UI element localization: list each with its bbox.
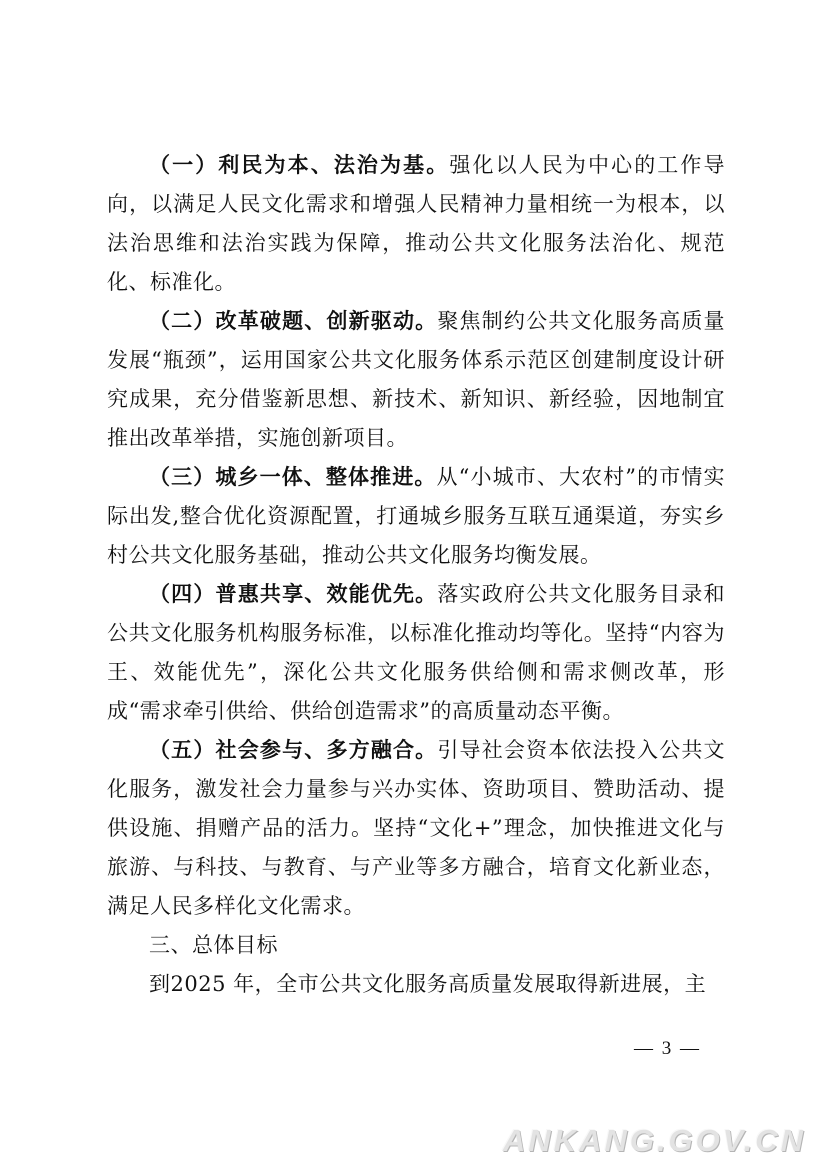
principle-paragraph-4 <box>107 575 725 731</box>
principle-text-2: 聚焦制约公共文化服务高质量发展“瓶颈”，运用国家公共文化服务体系示范区创建制度设计研究成果，充分借鉴新思想、新技术、新知识、新经验，因地制宜推出改革举措，实施创新项目。 <box>107 309 726 450</box>
site-watermark: ANKANG.GOV.CN <box>502 1123 806 1158</box>
principle-text-1: 强化以人民为中心的工作导向，以满足人民文化需求和增强人民精神力量相统一为根本，以法治思维和法治实践为保障，推动公共文化服务法治化、规范化、标准化。 <box>107 153 726 294</box>
principle-title-1: （一）利民为本、法治为基。 <box>149 153 450 177</box>
principle-paragraph-1 <box>107 146 725 302</box>
principle-title-5: （五）社会参与、多方融合。 <box>149 738 438 762</box>
principle-text-3: 从“小城市、大农村”的市情实际出发,整合优化资源配置，打通城乡服务互联互通渠道，夯实乡村公共文化服务基础，推动公共文化服务均衡发展。 <box>107 465 725 567</box>
page-number: — 3 — <box>634 1038 701 1059</box>
document-body <box>107 146 725 1004</box>
principle-paragraph-5 <box>107 731 725 926</box>
principle-paragraph-2 <box>107 302 725 458</box>
principle-title-2: （二）改革破题、创新驱动。 <box>149 309 438 333</box>
principle-title-3: （三）城乡一体、整体推进。 <box>149 465 437 489</box>
principle-text-5: 引导社会资本依法投入公共文化服务，激发社会力量参与兴办实体、资助项目、赞助活动、提供设施、捐赠产品的活力。坚持“文化+”理念，加快推进文化与旅游、与科技、与教育、与产业等多方融合，培育文化新业态，满足人民多样化文化需求。 <box>107 738 726 918</box>
section-heading: 三、总体目标 <box>149 933 278 957</box>
principle-text-4: 落实政府公共文化服务目录和公共文化服务机构服务标准，以标准化推动均等化。坚持“内容为王、效能优先”，深化公共文化服务供给侧和需求侧改革，形成“需求牵引供给、供给创造需求”的高质量动态平衡。 <box>107 582 726 723</box>
goal-paragraph: 到2025 年，全市公共文化服务高质量发展取得新进展，主 <box>149 972 707 996</box>
principle-paragraph-3 <box>107 458 725 575</box>
principle-title-4: （四）普惠共享、效能优先。 <box>149 582 438 606</box>
